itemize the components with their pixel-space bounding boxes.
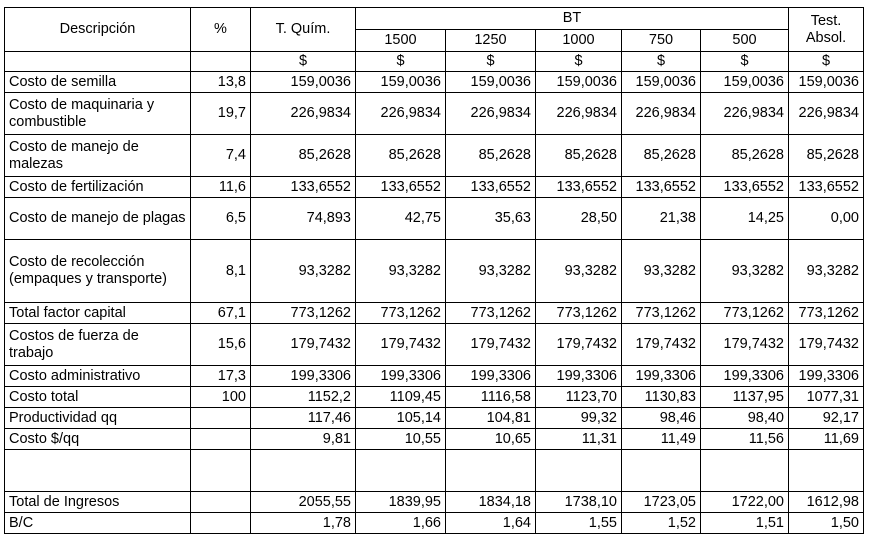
row-description: Costo administrativo [5,366,191,387]
row-value: 92,17 [789,408,864,429]
row-value [789,450,864,492]
row-percent: 8,1 [191,240,251,303]
row-value: 1839,95 [356,492,446,513]
row-description: B/C [5,513,191,534]
row-value: 1116,58 [446,387,536,408]
row-description: Costo de fertilización [5,177,191,198]
row-value: 9,81 [251,429,356,450]
header-bt-1000: 1000 [536,30,622,52]
row-percent: 19,7 [191,93,251,135]
header-currency-empty [5,52,191,72]
row-value: 1834,18 [446,492,536,513]
table-row [5,450,864,492]
table-row [5,135,864,177]
row-description: Costo de maquinaria y combustible [5,93,191,135]
row-value: 159,0036 [701,72,789,93]
row-value: 1152,2 [251,387,356,408]
row-description: Costo de manejo de malezas [5,135,191,177]
row-description: Total factor capital [5,303,191,324]
row-value: 0,00 [789,198,864,240]
row-value: 85,2628 [356,135,446,177]
row-value: 1,51 [701,513,789,534]
row-description: Costo de recolección (empaques y transporte) [5,240,191,303]
row-percent [191,429,251,450]
row-value: 773,1262 [536,303,622,324]
row-value: 133,6552 [356,177,446,198]
row-description: Costo de semilla [5,72,191,93]
row-value: 93,3282 [622,240,701,303]
table-row [5,366,864,387]
row-description [5,450,191,492]
row-percent: 100 [191,387,251,408]
row-value: 93,3282 [789,240,864,303]
header-bt-1500: 1500 [356,30,446,52]
row-value: 105,14 [356,408,446,429]
row-value: 159,0036 [251,72,356,93]
row-percent: 11,6 [191,177,251,198]
row-value: 85,2628 [446,135,536,177]
row-value: 1,50 [789,513,864,534]
row-value: 133,6552 [622,177,701,198]
row-value: 199,3306 [446,366,536,387]
table-row [5,429,864,450]
row-value: 2055,55 [251,492,356,513]
row-value: 93,3282 [536,240,622,303]
row-value: 117,46 [251,408,356,429]
row-value: 133,6552 [789,177,864,198]
row-percent [191,513,251,534]
row-percent: 13,8 [191,72,251,93]
row-value: 11,31 [536,429,622,450]
row-value: 226,9834 [622,93,701,135]
row-value: 11,49 [622,429,701,450]
row-value: 99,32 [536,408,622,429]
row-value: 133,6552 [446,177,536,198]
header-bt-750: 750 [622,30,701,52]
row-description: Total de Ingresos [5,492,191,513]
row-value: 1077,31 [789,387,864,408]
table-row [5,72,864,93]
table-row [5,324,864,366]
row-value: 179,7432 [701,324,789,366]
row-value: 1,66 [356,513,446,534]
header-percent: % [191,8,251,52]
row-value: 74,893 [251,198,356,240]
row-value: 21,38 [622,198,701,240]
row-value: 159,0036 [789,72,864,93]
table-row [5,93,864,135]
table-row [5,492,864,513]
row-description: Costo de manejo de plagas [5,198,191,240]
row-value: 1,55 [536,513,622,534]
row-value: 85,2628 [622,135,701,177]
row-percent [191,408,251,429]
row-value: 85,2628 [701,135,789,177]
row-value: 159,0036 [536,72,622,93]
header-currency: $ [622,52,701,72]
row-value: 1738,10 [536,492,622,513]
row-value: 199,3306 [536,366,622,387]
row-value: 10,65 [446,429,536,450]
row-percent: 17,3 [191,366,251,387]
row-value: 1,64 [446,513,536,534]
row-percent: 7,4 [191,135,251,177]
header-test-line1: Test. [810,12,842,29]
header-currency: $ [536,52,622,72]
table-row [5,408,864,429]
row-value: 11,56 [701,429,789,450]
row-description: Costo $/qq [5,429,191,450]
row-value: 199,3306 [356,366,446,387]
row-percent [191,450,251,492]
row-value: 773,1262 [622,303,701,324]
row-percent: 15,6 [191,324,251,366]
header-bt: BT [356,8,789,30]
row-value: 179,7432 [356,324,446,366]
cost-table [4,7,864,534]
row-value: 93,3282 [356,240,446,303]
row-value: 93,3282 [701,240,789,303]
row-value: 14,25 [701,198,789,240]
row-percent: 67,1 [191,303,251,324]
row-value: 133,6552 [536,177,622,198]
row-value: 226,9834 [789,93,864,135]
header-currency: $ [356,52,446,72]
row-value: 199,3306 [701,366,789,387]
row-percent: 6,5 [191,198,251,240]
row-value: 773,1262 [701,303,789,324]
table-row [5,303,864,324]
row-value: 1722,00 [701,492,789,513]
row-value: 1,78 [251,513,356,534]
row-description: Costos de fuerza de trabajo [5,324,191,366]
row-value: 28,50 [536,198,622,240]
row-value: 179,7432 [536,324,622,366]
table-row [5,198,864,240]
row-value: 1123,70 [536,387,622,408]
row-value: 773,1262 [356,303,446,324]
row-value: 10,55 [356,429,446,450]
row-value: 93,3282 [251,240,356,303]
row-value: 133,6552 [251,177,356,198]
header-bt-500: 500 [701,30,789,52]
row-value: 773,1262 [446,303,536,324]
header-test-line2: Absol. [805,29,847,46]
table-row [5,387,864,408]
row-value: 179,7432 [789,324,864,366]
header-currency: $ [701,52,789,72]
row-value: 226,9834 [251,93,356,135]
row-value: 179,7432 [251,324,356,366]
header-test-absol [789,8,864,52]
header-currency: $ [251,52,356,72]
row-value [251,450,356,492]
header-currency-empty [191,52,251,72]
row-value: 159,0036 [356,72,446,93]
row-value: 42,75 [356,198,446,240]
row-value: 1,52 [622,513,701,534]
row-value: 85,2628 [251,135,356,177]
header-descripcion: Descripción [5,8,191,52]
table-row [5,513,864,534]
row-value: 98,40 [701,408,789,429]
row-value: 1723,05 [622,492,701,513]
row-value: 199,3306 [251,366,356,387]
row-value: 1130,83 [622,387,701,408]
table-row [5,240,864,303]
row-value: 179,7432 [622,324,701,366]
row-value: 199,3306 [622,366,701,387]
row-value: 85,2628 [789,135,864,177]
row-value: 11,69 [789,429,864,450]
row-value: 1612,98 [789,492,864,513]
row-value: 199,3306 [789,366,864,387]
row-value: 35,63 [446,198,536,240]
row-value: 104,81 [446,408,536,429]
row-value [701,450,789,492]
row-value: 159,0036 [622,72,701,93]
header-currency: $ [789,52,864,72]
row-value: 85,2628 [536,135,622,177]
header-bt-1250: 1250 [446,30,536,52]
row-value: 226,9834 [701,93,789,135]
header-t-quim: T. Quím. [251,8,356,52]
row-value: 773,1262 [251,303,356,324]
row-value [536,450,622,492]
row-value: 1137,95 [701,387,789,408]
table-row [5,177,864,198]
row-value: 226,9834 [446,93,536,135]
row-value: 1109,45 [356,387,446,408]
row-percent [191,492,251,513]
header-currency: $ [446,52,536,72]
row-value: 179,7432 [446,324,536,366]
row-value: 133,6552 [701,177,789,198]
row-description: Productividad qq [5,408,191,429]
table-body [5,72,864,534]
row-description: Costo total [5,387,191,408]
row-value: 93,3282 [446,240,536,303]
row-value: 226,9834 [356,93,446,135]
row-value [356,450,446,492]
row-value: 98,46 [622,408,701,429]
row-value: 159,0036 [446,72,536,93]
row-value [446,450,536,492]
row-value [622,450,701,492]
row-value: 773,1262 [789,303,864,324]
row-value: 226,9834 [536,93,622,135]
